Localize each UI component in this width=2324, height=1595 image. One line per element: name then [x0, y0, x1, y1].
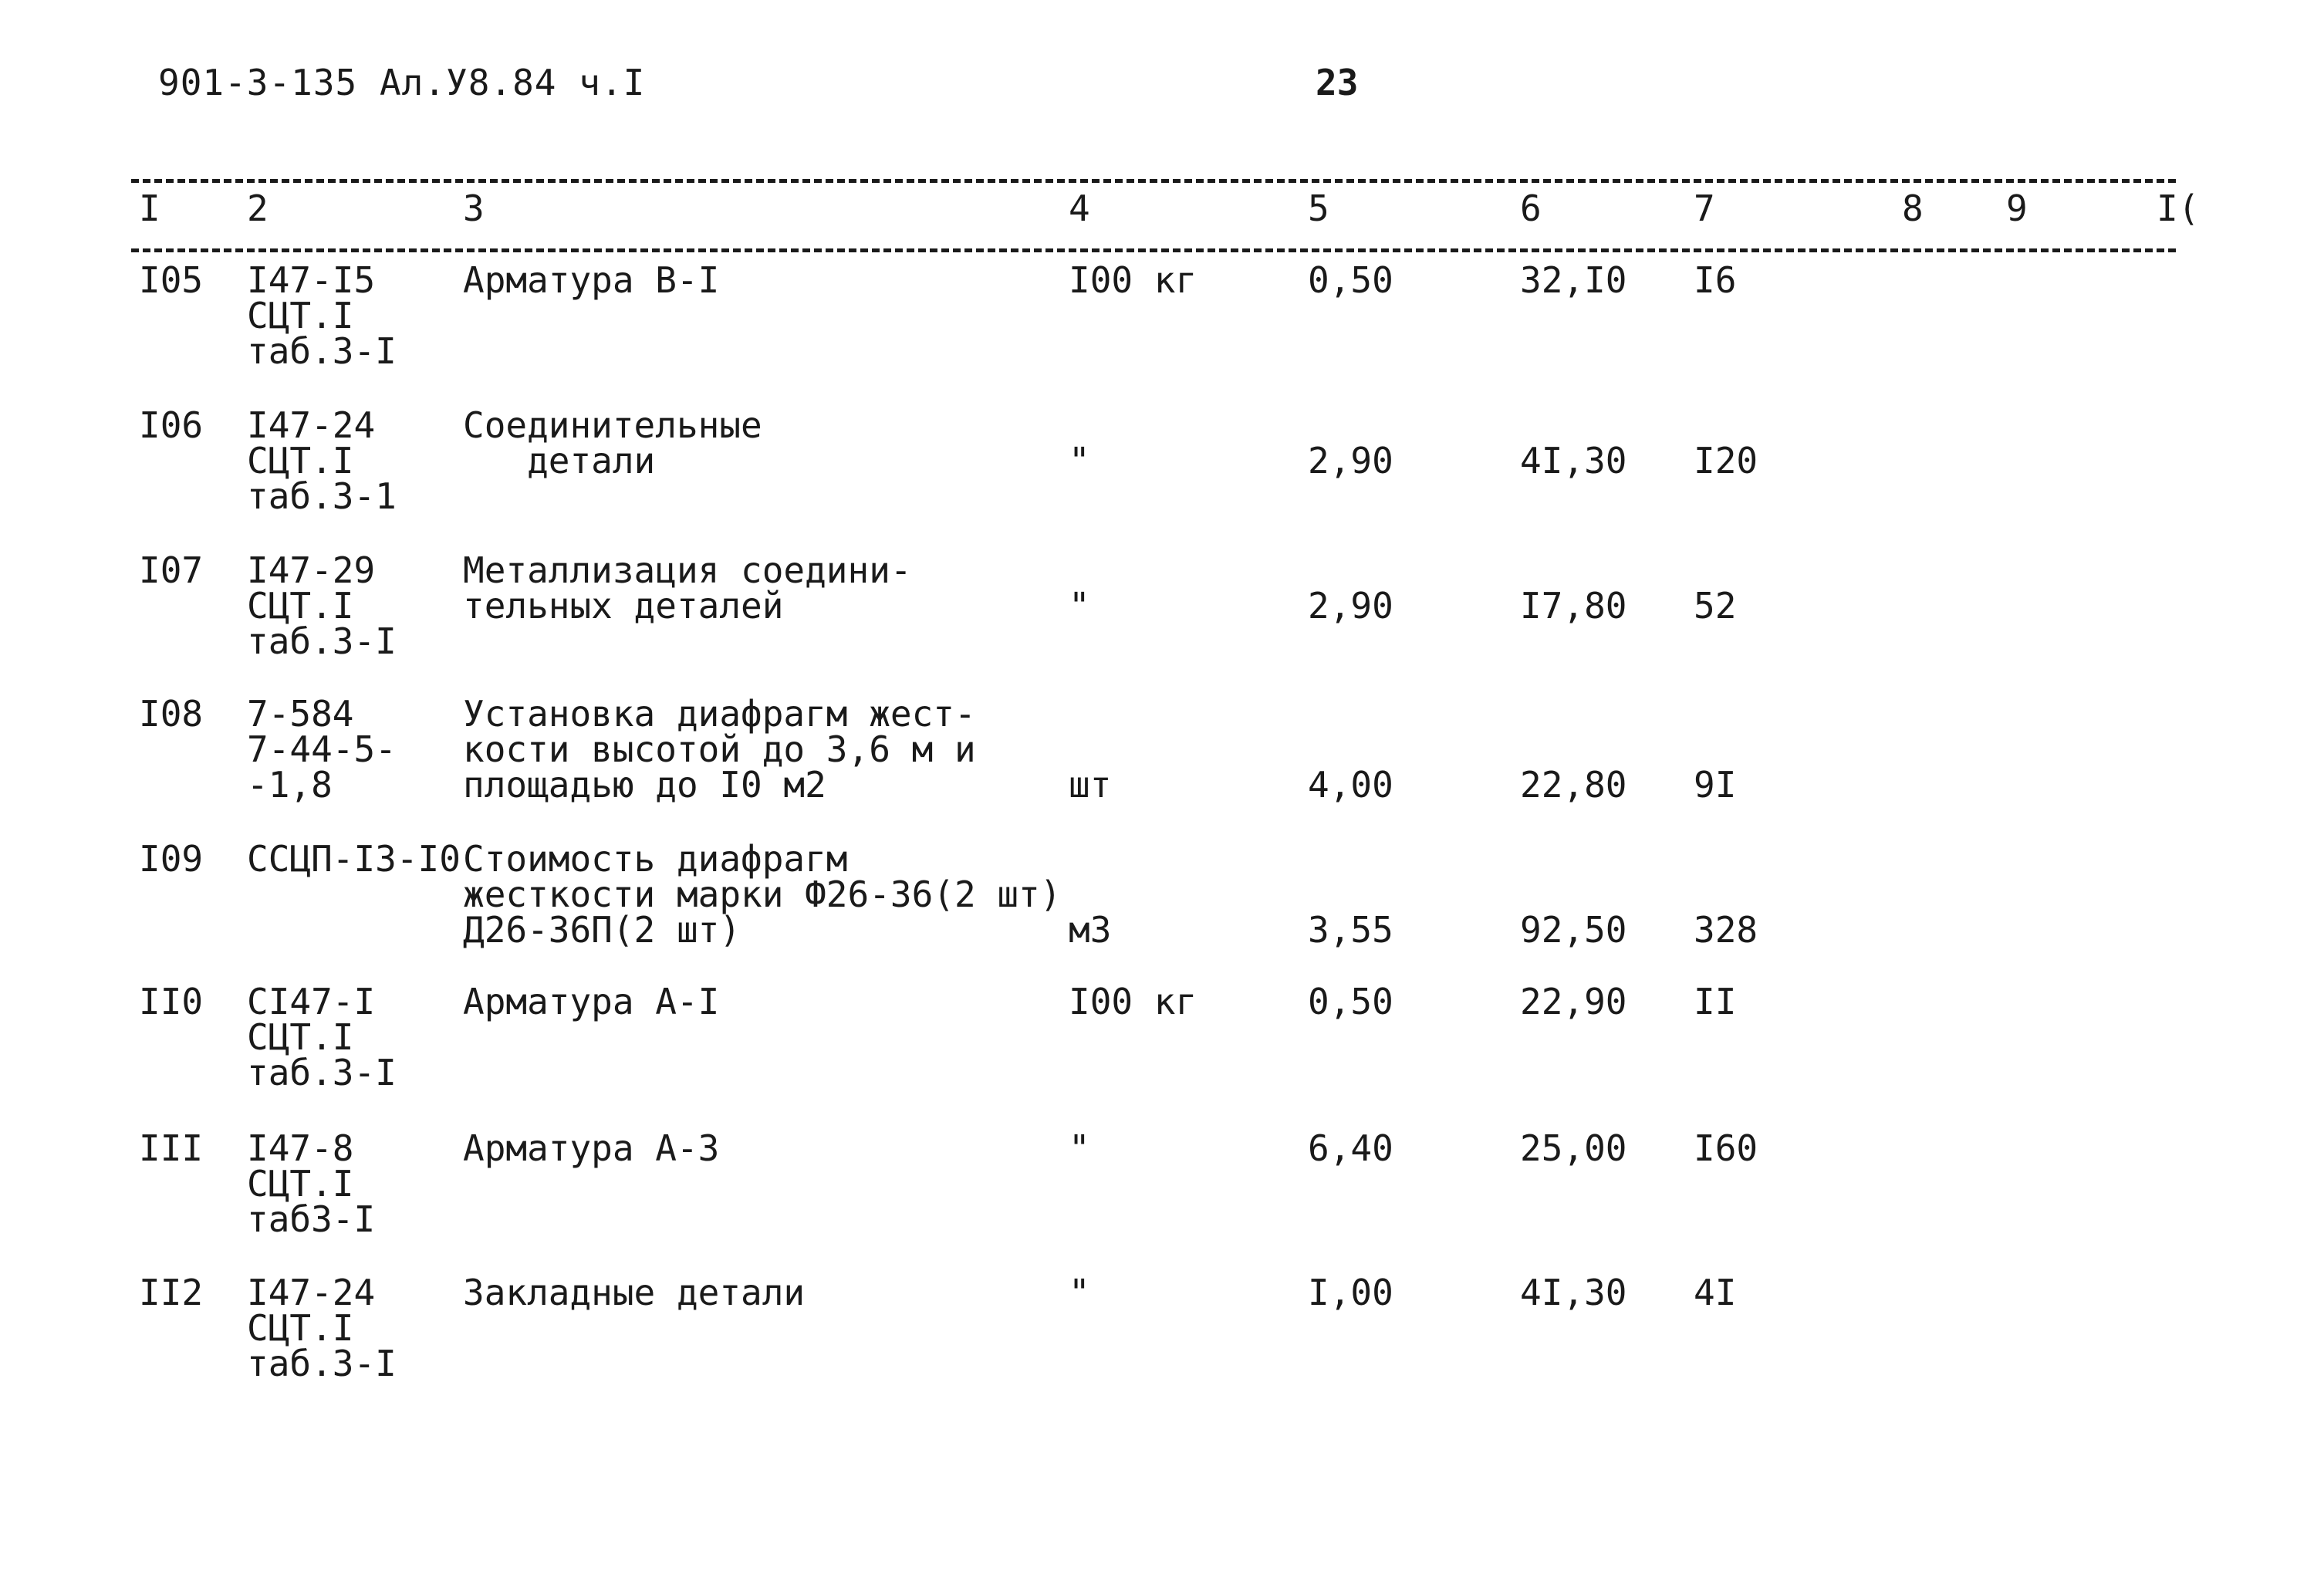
norm-code-line: СЦТ.I [247, 585, 354, 627]
work-name-line: Д26-36П(2 шт) [463, 909, 741, 951]
total-cost: 52 [1694, 585, 1737, 627]
unit-price: 92,50 [1520, 909, 1627, 951]
column-header: 2 [247, 188, 269, 229]
header-rule-bottom [131, 248, 2176, 252]
unit-price: 4I,30 [1520, 1272, 1627, 1313]
row-number: I08 [139, 693, 204, 735]
unit-price: 22,80 [1520, 764, 1627, 806]
unit: " [1069, 1127, 1090, 1169]
unit-price: 22,90 [1520, 981, 1627, 1022]
row-number: I05 [139, 259, 204, 301]
norm-code-line: I47-24 [247, 1272, 376, 1313]
header-rule-top [131, 179, 2176, 183]
norm-code-line: СЦТ.I [247, 1307, 354, 1349]
total-cost: 4I [1694, 1272, 1737, 1313]
total-cost: I60 [1694, 1127, 1758, 1169]
work-name [463, 404, 762, 482]
norm-code-line: ССЦП-I3-I0 [247, 838, 461, 880]
norm-code-line: I47-8 [247, 1127, 354, 1169]
work-name-line: жесткости марки Ф26-36(2 шт) [463, 874, 1062, 915]
document-code: 901-3-135 Ал.У8.84 ч.I [158, 62, 646, 103]
unit-price: 25,00 [1520, 1127, 1627, 1169]
total-cost: I6 [1694, 259, 1737, 301]
work-name-line: Металлизация соедини- [463, 549, 912, 591]
norm-code [247, 838, 461, 880]
norm-code-line: I47-29 [247, 549, 376, 591]
work-name-line: Закладные детали [463, 1272, 806, 1313]
quantity: 4,00 [1308, 764, 1393, 806]
unit: м3 [1069, 909, 1112, 951]
column-header: 6 [1520, 188, 1542, 229]
norm-code-line: I47-I5 [247, 259, 376, 301]
norm-code [247, 1272, 397, 1384]
column-header: I [139, 188, 160, 229]
unit: I00 кг [1069, 981, 1197, 1022]
column-header: 7 [1694, 188, 1715, 229]
norm-code [247, 693, 397, 806]
work-name-line: Соединительные [463, 404, 762, 446]
norm-code-line: I47-24 [247, 404, 376, 446]
norm-code [247, 259, 397, 372]
total-cost: 328 [1694, 909, 1758, 951]
quantity: I,00 [1308, 1272, 1393, 1313]
work-name [463, 1272, 806, 1313]
row-number: I09 [139, 838, 204, 880]
work-name [463, 1127, 720, 1169]
column-header: I( [2157, 188, 2200, 229]
work-name-line: Арматура В-I [463, 259, 720, 301]
unit: " [1069, 585, 1090, 627]
unit: шт [1069, 764, 1112, 806]
work-name [463, 549, 912, 627]
total-cost: II [1694, 981, 1737, 1022]
norm-code [247, 1127, 376, 1240]
norm-code-line: 7-584 [247, 693, 354, 735]
norm-code-line: -1,8 [247, 764, 333, 806]
work-name-line: Арматура А-I [463, 981, 720, 1022]
norm-code-line: таб.3-I [247, 620, 397, 662]
norm-code-line: СЦТ.I [247, 295, 354, 336]
row-number: II2 [139, 1272, 204, 1313]
unit-price: I7,80 [1520, 585, 1627, 627]
unit-price: 4I,30 [1520, 440, 1627, 482]
work-name [463, 981, 720, 1022]
quantity: 0,50 [1308, 981, 1393, 1022]
norm-code [247, 549, 397, 662]
norm-code-line: 7-44-5- [247, 728, 397, 770]
norm-code-line: таб3-I [247, 1198, 376, 1240]
norm-code-line: таб.3-I [247, 1343, 397, 1384]
column-header: 4 [1069, 188, 1090, 229]
work-name-line: детали [463, 440, 656, 482]
row-number: I06 [139, 404, 204, 446]
norm-code-line: СЦТ.I [247, 440, 354, 482]
unit: " [1069, 1272, 1090, 1313]
norm-code-line: таб.3-I [247, 330, 397, 372]
quantity: 2,90 [1308, 585, 1393, 627]
unit: " [1069, 440, 1090, 482]
quantity: 6,40 [1308, 1127, 1393, 1169]
column-header: 9 [2006, 188, 2028, 229]
work-name [463, 838, 1062, 951]
page-number: 23 [1316, 62, 1359, 103]
total-cost: 9I [1694, 764, 1737, 806]
quantity: 2,90 [1308, 440, 1393, 482]
column-header: 3 [463, 188, 485, 229]
work-name-line: Стоимость диафрагм [463, 838, 848, 880]
work-name-line: тельных деталей [463, 585, 784, 627]
work-name [463, 693, 976, 806]
norm-code-line: таб.3-1 [247, 475, 397, 517]
norm-code-line: таб.3-I [247, 1052, 397, 1093]
work-name-line: кости высотой до 3,6 м и [463, 728, 976, 770]
work-name-line: Установка диафрагм жест- [463, 693, 976, 735]
column-header: 8 [1902, 188, 1924, 229]
unit-price: 32,I0 [1520, 259, 1627, 301]
norm-code [247, 404, 397, 517]
work-name [463, 259, 720, 301]
norm-code-line: СЦТ.I [247, 1016, 354, 1058]
column-header: 5 [1308, 188, 1329, 229]
total-cost: I20 [1694, 440, 1758, 482]
unit: I00 кг [1069, 259, 1197, 301]
work-name-line: Арматура А-3 [463, 1127, 720, 1169]
row-number: I07 [139, 549, 204, 591]
norm-code-line: СЦТ.I [247, 1163, 354, 1205]
norm-code [247, 981, 397, 1093]
row-number: III [139, 1127, 204, 1169]
row-number: II0 [139, 981, 204, 1022]
norm-code-line: CI47-I [247, 981, 376, 1022]
work-name-line: площадью до I0 м2 [463, 764, 826, 806]
quantity: 3,55 [1308, 909, 1393, 951]
quantity: 0,50 [1308, 259, 1393, 301]
